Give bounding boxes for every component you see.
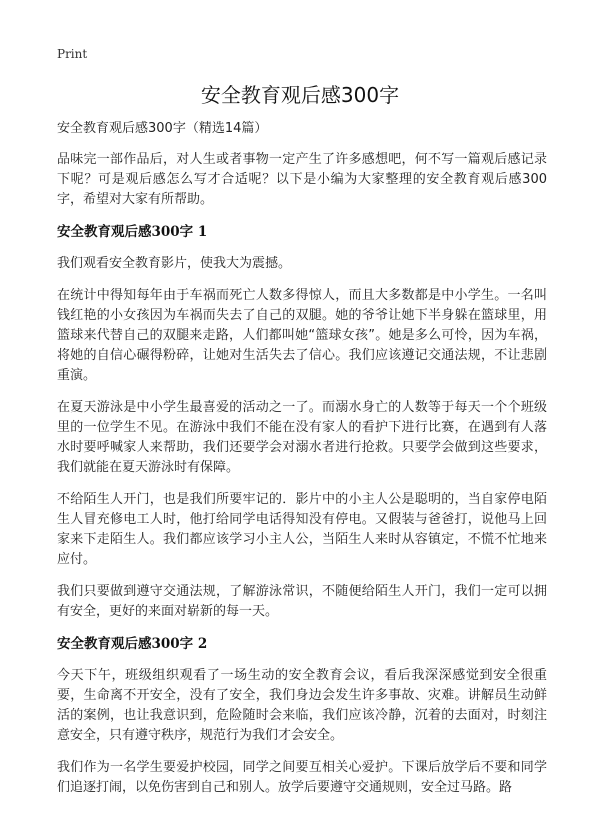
section-heading-1: 安全教育观后感300字 1 — [57, 224, 208, 240]
section-2-paragraph-2: 我们作为一名学生要爱护校园，同学之间要互相关心爱护。下课后放学后不要和同学们追逐打闹，以免伤害到自己和别人。放学后要遵守交通规则，安全过马路。路 — [57, 760, 547, 795]
section-1-paragraph-3: 在夏天游泳是中小学生最喜爱的活动之一了。而溺水身亡的人数等于每天一个个班级里的一位学生不见。在游泳中我们不能在没有家人的看护下进行比赛，在遇到有人落水时要呼喊家人来帮助，我们还要学会对溺水者进行抢救。只要学会做到这些要求，我们就能在夏天游泳时有保障。 — [57, 400, 547, 475]
section-1-paragraph-2: 在统计中得知每年由于车祸而死亡人数多得惊人，而且大多数都是中小学生。一名叫钱红艳的小女孩因为车祸而失去了自己的双腿。她的爷爷让她下半身躲在篮球里，用篮球来代替自己的双腿来走路，人们都叫她“篮球女孩”。她是多么可怜，因为车祸，将她的自信心碾得粉碎，让她对生活失去了信心。我们应该遵记交通法规，不让悲剧重演。 — [57, 288, 547, 383]
print-link[interactable]: Print — [57, 47, 88, 61]
intro-paragraph: 品味完一部作品后，对人生或者事物一定产生了许多感想吧，何不写一篇观后感记录下呢？可是观后感怎么写才合适呢？以下是小编为大家整理的安全教育观后感300字，希望对大家有所帮助。 — [57, 152, 547, 207]
section-1-paragraph-1: 我们观看安全教育影片，使我大为震撼。 — [57, 256, 292, 271]
section-heading-2: 安全教育观后感300字 2 — [57, 636, 208, 652]
section-2-paragraph-1: 今天下午，班级组织观看了一场生动的安全教育会议，看后我深深感觉到安全很重要，生命离不开安全，没有了安全，我们身边会发生许多事故、灾难。讲解员生动鲜活的案例，也让我意识到，危险随时会来临，我们应该冷静，沉着的去面对，时刻注意安全，只有遵守秩序，规范行为我们才会安全。 — [57, 668, 547, 743]
section-1-paragraph-4: 不给陌生人开门，也是我们所要牢记的．影片中的小主人公是聪明的，当自家停电陌生人冒充修电工人时，他打给同学电话得知没有停电。又假装与爸爸打，说他马上回家来下走陌生人。我们都应该学习小主人公，当陌生人来时从容镇定，不慌不忙地来应付。 — [57, 492, 547, 567]
section-1-paragraph-5: 我们只要做到遵守交通法规，了解游泳常识，不随便给陌生人开门，我们一定可以拥有安全，更好的来面对崭新的每一天。 — [57, 584, 547, 619]
article-subtitle: 安全教育观后感300字（精选14篇） — [57, 121, 268, 136]
page-title: 安全教育观后感300字 — [200, 83, 400, 107]
article-body — [57, 119, 547, 810]
